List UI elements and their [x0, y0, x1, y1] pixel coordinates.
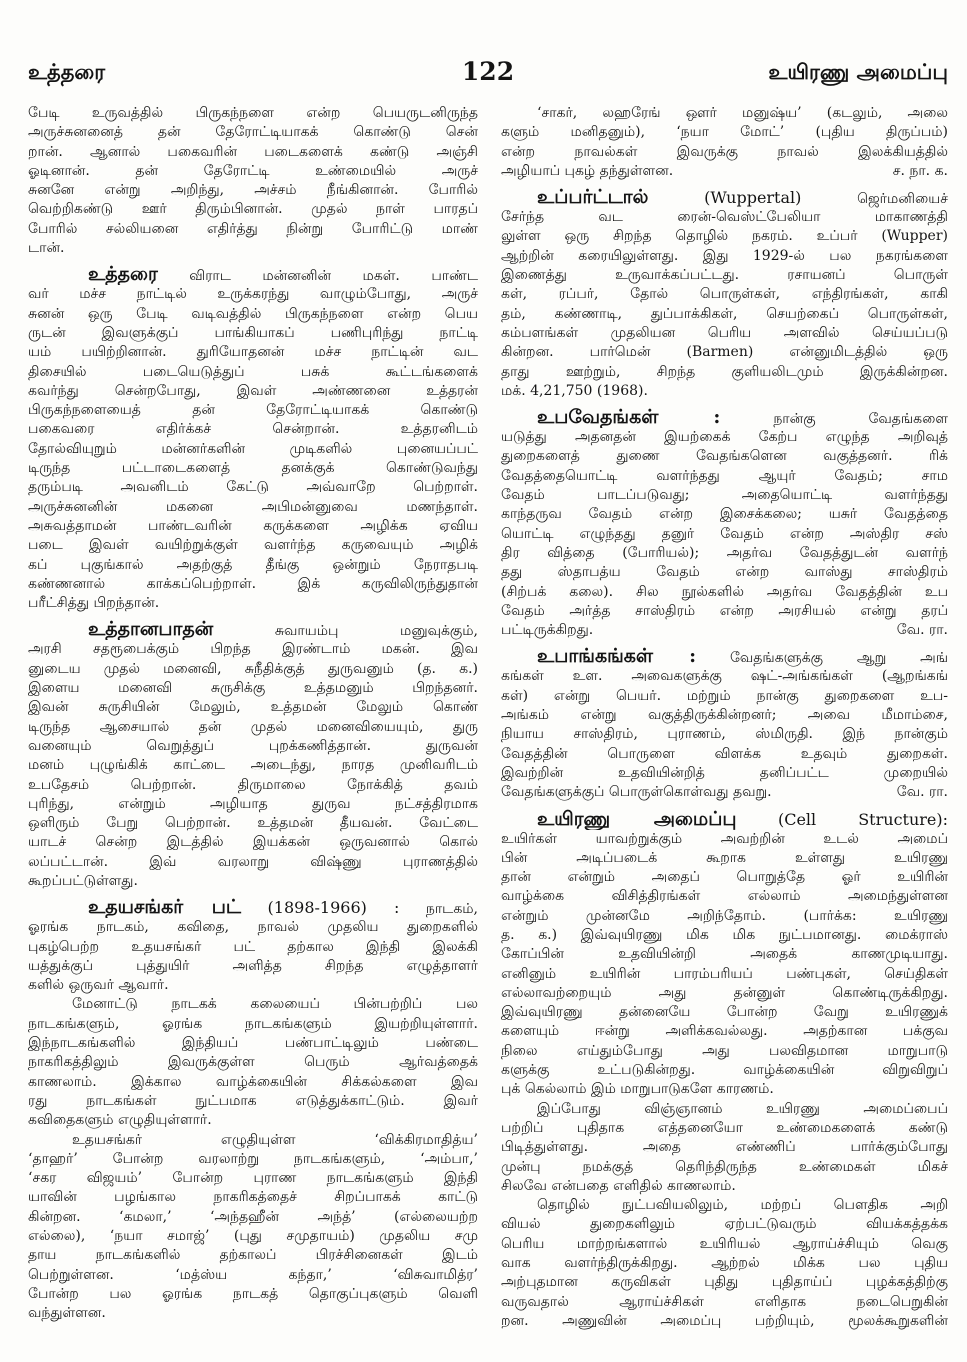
text-line: சுனனே என்று அறிந்து, அச்சம் நீங்கினான். போரில்	[28, 182, 478, 199]
page-number: 122	[461, 57, 515, 86]
text-line: கின்றன. ‘கமலா,’ ‘அந்தஹீன் அந்த்’ (எல்லையற்ற	[28, 1208, 478, 1225]
text-line: இணைத்து உருவாக்கப்பட்டது. ரசாயனப் பொருள்	[501, 267, 948, 284]
header-left-guide-word: உத்தரை	[28, 59, 106, 84]
text-line: மனம் புழுங்கிக் காட்டை அடைந்து, நாரத முனிவரிடம்	[28, 757, 478, 774]
text-line: மக். 4,21,750 (1968).	[501, 382, 648, 399]
text-line: டிருந்த ஆசையால் தன் முதல் மனைவியையும், துரு	[28, 718, 478, 735]
text-line: லுள்ள ஒரு சிறந்த தொழில் நகரம். உப்பர் (Wupper)	[501, 228, 948, 245]
text-line: பிருகந்நளையைத் தன் தேரோட்டியாகக் கொண்டு	[28, 402, 478, 419]
text-line: வந்துள்ளன.	[28, 1305, 106, 1322]
text-line: இளைய மனைவி சுருசிக்கு உத்தமனும் பிறந்தனர்.	[28, 680, 478, 697]
text-line: தது ஸ்தாபத்ய வேதம் என்ற வாஸ்து சாஸ்திரம்	[501, 564, 948, 581]
text-line: லப்பட்டான். இவ் வரலாறு விஷ்ணு புராணத்தில்	[28, 853, 478, 870]
text-line-content: வேதங்களுக்கு ஆறு அங்	[729, 650, 948, 667]
text-line: கள்) என்று பெயர். மற்றும் நான்கு துறைகளை உப-	[501, 687, 948, 704]
text-line-content: அழியாப் புகழ் தந்துள்ளன.	[501, 162, 674, 179]
text-line: இவற்றின் உதவியின்றித் தனிப்பட்ட முறையில்	[501, 764, 948, 781]
text-line-content: பட்டிருக்கிறது.	[501, 622, 594, 639]
text-line: பெரிய மாற்றங்களால் உயிரியல் ஆராய்ச்சியும் வெகு	[501, 1235, 948, 1252]
text-line: சுனன் ஒரு பேடி வடிவத்தில் பிருகந்நளை என்ற பெய	[28, 305, 478, 322]
text-line	[501, 162, 948, 181]
text-line: டிருந்த பட்டாடைகளைத் தனக்குக் கொண்டுவந்து	[28, 460, 478, 477]
text-line: புக் கெல்லாம் இம் மாறுபாடுகளே காரணம்.	[501, 1081, 774, 1098]
text-line: அரசி சதரூபைக்கும் பிறந்த இரண்டாம் மகன். இவ	[28, 641, 478, 658]
text-line: திர வித்தை (போரியல்); அதர்வ வேதத்துடன் வளர்ந்	[501, 544, 948, 561]
text-line: கம்பளங்கள் முதலியன பெரிய அளவில் செய்யப்படு	[501, 324, 948, 341]
text-line: யத்துக்குப் புத்துயிர் அளித்த சிறந்த எழுத்தாளர்	[28, 957, 478, 974]
text-line: காந்தருவ வேதம் என்ற இசைக்கலை; யசுர் வேதத்தை	[501, 506, 948, 523]
text-line: அற்புதமான கருவிகள் புதிது புதிதாய்ப் புழக்கத்திற்கு	[501, 1274, 948, 1291]
text-line: வருவதால் ஆராய்ச்சிகள் எளிதாக நடைபெறுகின்	[501, 1293, 948, 1310]
text-line: களும் மனிதனும்), ‘நயா மோட்’ (புதிய திருப்பம்)	[501, 124, 948, 141]
text-line: டான்.	[28, 240, 65, 257]
text-line: கங்கள் உள. அவைகளுக்கு ஷட்-அங்கங்கள் (ஆறங்கங்	[501, 668, 948, 685]
text-line: போன்ற பல ஓரங்க நாடகத் தொகுப்புகளும் வெளி	[28, 1285, 478, 1302]
text-line: நாகரிகத்திலும் இவருக்குள்ள பெரும் ஆர்வத்தைக்	[28, 1054, 478, 1071]
text-line-content: ஜெர்மனியைச்	[857, 191, 948, 208]
entry-heading-note: (1898-1966) :	[267, 898, 400, 918]
text-line: பரீட்சித்து பிறந்தான்.	[28, 595, 160, 612]
text-line-content: நான்கு வேதங்களை	[773, 411, 948, 428]
text-line: சேர்ந்த வட ரைன்-வெஸ்ட்பேலியா மாகாணத்தி	[501, 209, 948, 226]
entry-heading-line	[28, 263, 478, 285]
text-line: கோப்பின் உதவியின்றி அதைக் காணமுடியாது.	[501, 946, 948, 963]
entry-block	[28, 618, 478, 891]
text-line: புரிந்து, என்றும் அழியாத துருவ நட்சத்திரமாக	[28, 795, 478, 812]
entry-heading-line	[28, 896, 478, 918]
paragraph-block	[501, 104, 948, 181]
text-line: எனினும் உயிரின் பாரம்பரியப் பண்புகள், செய்திகள்	[501, 965, 948, 982]
text-line: யடுத்து அதனதன் இயற்கைக் கேற்ப எழுந்த அறிவுத்	[501, 429, 948, 446]
text-line: கின்றன. பார்மென் (Barmen) என்னுமிடத்தில் ஒரு	[501, 344, 948, 361]
text-line: புகழ்பெற்ற உதயசங்கர் பட் தற்கால இந்தி இலக்கி	[28, 938, 478, 955]
paragraph-block	[501, 1100, 948, 1196]
text-line	[501, 621, 948, 640]
entry-heading: உதயசங்கர் பட்	[88, 896, 242, 919]
text-line: மேனாட்டு நாடகக் கலையைப் பின்பற்றிப் பல	[72, 996, 478, 1013]
text-line: அசுவத்தாமன் பாண்டவரின் கருக்களை அழிக்க ஏவிய	[28, 517, 478, 534]
text-line: இவ்வுயிரணு தன்னையே போன்ற வேறு உயிரணுக்	[501, 1004, 948, 1021]
paragraph-block	[28, 1131, 478, 1324]
text-line: யாடச் சென்ற இடத்தில் இயக்கன் ஒருவனால் கொல்	[28, 834, 478, 851]
text-line: நியாய சாஸ்திரம், புராணம், ஸ்மிருதி. இந் நான்கும்	[501, 726, 948, 743]
text-line: கள், ரப்பர், தோல் பொருள்கள், எந்திரங்கள், காகி	[501, 286, 948, 303]
text-line: த. க.) இவ்வுயிரணு மிக மிக நுட்பமானது. மைக்ராஸ்	[501, 926, 948, 943]
text-line: யொட்டி எழுந்தது தனுர் வேதம் என்ற அஸ்திர சஸ்	[501, 525, 948, 542]
text-line: பிடித்துள்ளது. அதை எண்ணிப் பார்க்கும்போது	[501, 1139, 948, 1156]
text-line: ‘சகர விஜயம்’ போன்ற புராண நாடகங்களும் இந்தி	[28, 1170, 478, 1187]
text-line: எல்லை), ‘நயா சமாஜ்’ (புது சமுதாயம்) முதலிய சமு	[28, 1228, 478, 1245]
text-line: அங்கம் என்று வகுத்திருக்கின்றனர்; அவை மீமாம்சை,	[501, 707, 948, 724]
text-line: வேதம் அர்த்த சாஸ்திரம் என்ற அரசியல் என்று தரப்	[501, 602, 948, 619]
text-line: யம் பயிற்றினான். துரியோதனன் மச்ச நாட்டின் வட	[28, 344, 478, 361]
text-line: தரும்படி அவனிடம் கேட்டு அவ்வாறே பெற்றாள்.	[28, 479, 478, 496]
text-line	[501, 783, 948, 802]
text-line: கண்ணனால் காக்கப்பெற்றாள். இக் கருவிலிருந்துதான்	[28, 575, 478, 592]
text-line: உயிர்கள் யாவற்றுக்கும் அவற்றின் உடல் அமைப்	[501, 830, 948, 847]
author-signature: வே. ரா.	[896, 622, 948, 639]
text-line: வாழ்க்கை விசித்திரங்கள் எல்லாம் அமைந்துள்ளன	[501, 888, 948, 905]
text-line-content: சுவாயம்பு மனுவுக்கும்,	[274, 623, 478, 640]
text-line: போரில் சல்லியனை எதிர்த்து நின்று போரிட்டு மாண்	[28, 220, 478, 237]
text-line: கூறப்பட்டுள்ளது.	[28, 872, 138, 889]
text-line: களுக்கு உட்படுகின்றது. வாழ்க்கையின் விறுவிறுப்	[501, 1062, 948, 1079]
author-signature: ச. நா. க.	[892, 162, 948, 179]
entry-heading-note: (Wuppertal)	[704, 188, 802, 208]
text-line: என்ற நாவல்கள் இவருக்கு நாவல் இலக்கியத்தில்	[501, 143, 948, 160]
text-line: களையும் ஈன்று அளிக்கவல்லது. அதற்கான பக்குவ	[501, 1023, 948, 1040]
entry-heading: உப்பர்ட்டால்	[537, 186, 649, 209]
text-line: ஓடினான். தன் தேரோட்டி உண்மையில் அருச்	[28, 162, 478, 179]
text-line: தம், கண்ணாடி, துப்பாக்கிகள், செயற்கைப் பொருள்கள்,	[501, 305, 948, 322]
entry-heading: உபவேதங்கள் :	[537, 406, 721, 429]
entry-block	[28, 263, 478, 613]
continuation-block	[28, 104, 478, 258]
entry-block	[501, 645, 948, 802]
entry-block	[501, 808, 948, 1100]
text-line: வனையும் வெறுத்துப் புறக்கணித்தான். துருவன்	[28, 737, 478, 754]
text-line: உபதேசம் பெற்றான். திருமாலை நோக்கித் தவம்	[28, 776, 478, 793]
text-line-content: நாடகம்,	[425, 901, 478, 918]
text-line: தாய நாடகங்களில் தற்காலப் பிரச்சினைகள் இடம்	[28, 1247, 478, 1264]
text-line: நாடகங்களும், ஓரங்க நாடகங்களும் இயற்றியுள்ளார்.	[28, 1015, 478, 1032]
text-line: தாது ஊற்றும், சிறந்த குளியலிடமும் இருக்கின்றன.	[501, 363, 948, 380]
text-line: வர் மச்ச நாட்டில் உருக்கரந்து வாழும்போது, அருச்	[28, 286, 478, 303]
text-line: தொழில் நுட்பவியலிலும், மற்றப் பௌதிக அறி	[537, 1197, 948, 1214]
text-line: ருடன் இவளுக்குப் பாங்கியாகப் பணிபுரிந்து நாட்டி	[28, 324, 478, 341]
entry-heading-line	[501, 406, 948, 428]
entry-heading-line	[501, 808, 948, 830]
text-line: இந்நாடகங்களில் இந்தியப் பண்பாட்டிலும் பண்டை	[28, 1035, 478, 1052]
text-line-content: வேதங்களுக்குப் பொருள்கொள்வது தவறு.	[501, 784, 772, 801]
text-line: உதயசங்கர் எழுதியுள்ள ‘விக்கிரமாதித்ய’	[72, 1131, 478, 1148]
entry-block	[501, 186, 948, 401]
entry-heading: உபாங்கங்கள் :	[537, 645, 697, 668]
entry-heading-line	[501, 645, 948, 667]
text-line: கவர்ந்து சென்றபோது, இவள் அண்ணனை உத்தரன்	[28, 382, 478, 399]
text-line: திசையில் படையெடுத்துப் பசுக் கூட்டங்களைக்	[28, 363, 478, 380]
text-line: அருச்சுனனைத் தன் தேரோட்டியாகக் கொண்டு சென்	[28, 124, 478, 141]
text-line: றான். ஆனால் பகைவரின் படைகளைக் கண்டு அஞ்சி	[28, 143, 478, 160]
text-line: வியல் துறைகளிலும் ஏற்பட்டுவரும் வியக்கத்தக்க	[501, 1216, 948, 1233]
text-line: இப்போது விஞ்ஞானம் உயிரணு அமைப்பைப்	[537, 1100, 948, 1117]
text-line: தான் என்றும் அதைப் பொறுத்தே ஓர் உயிரின்	[501, 869, 948, 886]
text-line: (சிற்பக் கலை). சில நூல்களில் அதர்வ வேதத்தின் உப	[501, 583, 948, 600]
text-line: ‘தாஹர்’ போன்ற வரலாற்று நாடகங்களும், ‘அம்பா,’	[28, 1150, 478, 1167]
column-right	[501, 104, 948, 1331]
text-line: வாக வளர்ந்திருக்கிறது. ஆற்றல் மிக்க பல புதிய	[501, 1255, 948, 1272]
text-line: பின் அடிப்படைக் கூறாக உள்ளது உயிரணு	[501, 849, 948, 866]
entry-block	[28, 896, 478, 995]
text-line: னுடைய முதல் மனைவி, சுநீதிக்குத் துருவனும் (த. க.)	[28, 660, 478, 677]
text-line: வெற்றிகண்டு ஊர் திரும்பினான். முதல் நாள் பாரதப்	[28, 201, 478, 218]
paragraph-block	[501, 1196, 948, 1331]
text-line: முன்பு நமக்குத் தெரிந்திருந்த உண்மைகள் மிகச்	[501, 1158, 948, 1175]
text-line: பற்றிப் புதிதாக எத்தனையோ உண்மைகளைக் கண்டு	[501, 1119, 948, 1136]
entry-heading: உயிரணு அமைப்பு	[537, 807, 737, 830]
text-line: துறைகளைத் துணை வேதங்களென வகுத்தனர். ரிக்	[501, 448, 948, 465]
text-line: தோல்வியுறும் மன்னர்களின் முடிகளில் புனையப்பட்	[28, 440, 478, 457]
text-line: ரது நாடகங்கள் நுட்பமாக எடுத்துக்காட்டும். இவர்	[28, 1092, 478, 1109]
text-line: ஒளிரும் பேறு பெற்றான். உத்தமன் தீயவன். வேட்டை	[28, 815, 478, 832]
entry-heading: உத்தரை	[88, 263, 158, 286]
text-line: றன. அணுவின் அமைப்பு பற்றியும், மூலக்கூறுகளின்	[501, 1312, 948, 1329]
text-line: வேதத்தையொட்டி வளர்ந்தது ஆயுர் வேதம்; சாம	[501, 467, 948, 484]
text-line: சிலவே என்பதை எளிதில் காணலாம்.	[501, 1177, 736, 1194]
text-line: கப் புகுங்கால் அதற்குத் தீங்கு ஒன்றும் நேராதபடி	[28, 556, 478, 573]
text-line: ஆற்றின் கரையிலுள்ளது. இது 1929-ல் பல நகரங்களை	[501, 247, 948, 264]
text-line: இவன் சுருசியின் மேலும், உத்தமன் மேலும் கொண்	[28, 699, 478, 716]
text-line: படை இவள் வயிற்றுக்குள் வளர்ந்த கருவையும் அழிக்	[28, 537, 478, 554]
text-line: கவிதைகளும் எழுதியுள்ளார்.	[28, 1112, 212, 1129]
entry-heading-line	[28, 618, 478, 640]
text-line: அருச்சுனனின் மகனை அபிமன்னுவை மணந்தாள்.	[28, 498, 478, 515]
text-line: களில் ஒருவர் ஆவார்.	[28, 977, 169, 994]
entry-block	[501, 406, 948, 640]
text-line: எல்லாவற்றையும் அது தன்னுள் கொண்டிருக்கிறது.	[501, 984, 948, 1001]
text-line: ஓரங்க நாடகம், கவிதை, நாவல் முதலிய துறைகளில்	[28, 919, 478, 936]
paragraph-block	[28, 995, 478, 1130]
entry-heading: உத்தானபாதன்	[88, 618, 214, 641]
text-line: பெற்றுள்ளன. ‘மத்ஸ்ய கந்தா,’ ‘விசுவாமித்ர’	[28, 1266, 478, 1283]
column-left	[28, 104, 478, 1324]
text-line: யாவின் பழங்கால நாகரிகத்தைச் சிறப்பாகக் காட்டு	[28, 1189, 478, 1206]
text-line-content: விராட மன்னனின் மகள். பாண்ட	[189, 268, 478, 285]
entry-heading-note: (Cell Structure):	[777, 809, 948, 829]
text-line: நிலை எய்தும்போது அது பலவிதமான மாறுபாடு	[501, 1042, 948, 1059]
text-line: ‘சாகர், லஹரேங் ஔர் மனுஷ்ய’ (கடலும், அலை	[537, 105, 948, 121]
text-line: காணலாம். இக்கால வாழ்க்கையின் சிக்கல்களை இவ	[28, 1073, 478, 1090]
text-line: வேதம் பாடப்படுவது; அதையொட்டி வளர்ந்தது	[501, 487, 948, 504]
text-line: பேடி உருவத்தில் பிருகந்நளை என்ற பெயருடனிருந்த	[28, 105, 478, 121]
header-right-guide-word: உயிரணு அமைப்பு	[768, 59, 948, 84]
text-line: வேதத்தின் பொருளை விளக்க உதவும் துறைகள்.	[501, 745, 948, 762]
text-line: பகைவரை எதிர்க்கச் சென்றான். உத்தரனிடம்	[28, 421, 478, 438]
text-line: என்றும் முன்னமே அறிந்தோம். (பார்க்க: உயிரணு	[501, 907, 948, 924]
author-signature: வே. ரா.	[896, 784, 948, 801]
entry-heading-line	[501, 186, 948, 208]
